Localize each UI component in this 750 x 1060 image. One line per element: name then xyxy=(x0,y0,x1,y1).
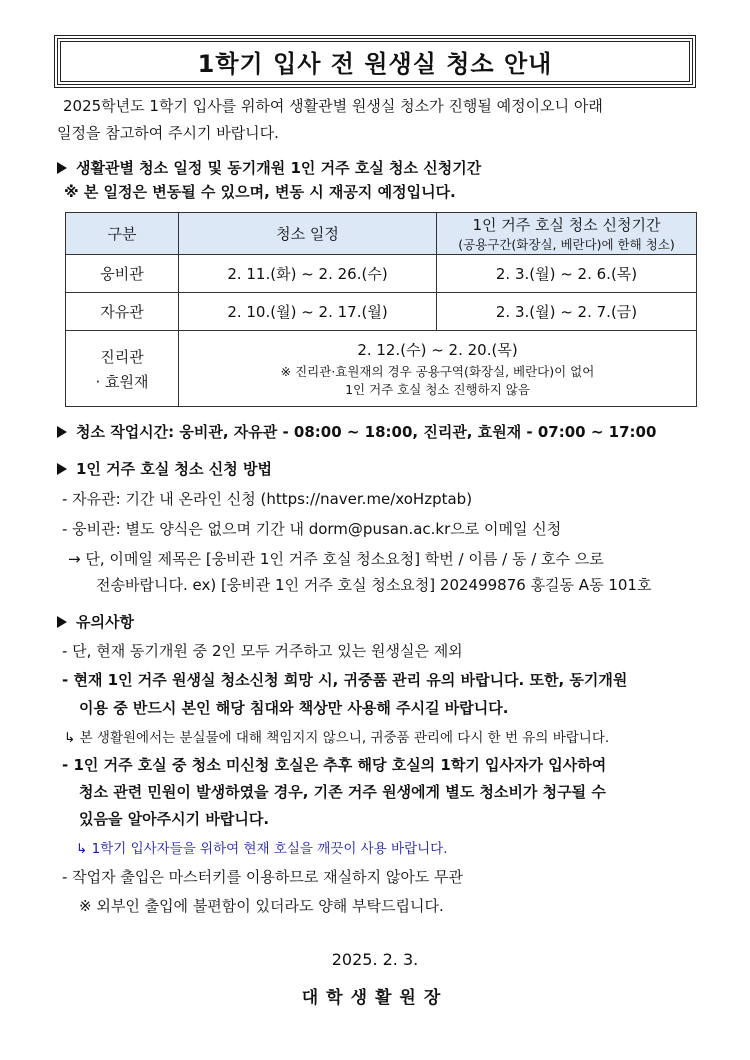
row-name-line-1: 진리관 xyxy=(100,347,144,366)
row-apply: 2. 3.(월) ~ 2. 6.(목) xyxy=(437,255,697,293)
cautions-heading-text: 유의사항 xyxy=(76,613,134,631)
row-name: 웅비관 xyxy=(66,255,179,293)
apply-arrow-line-1: → 단, 이메일 제목은 [웅비관 1인 거주 호실 청소요청] 학번 / 이름 / 동 / 호수 으로 xyxy=(68,550,604,568)
intro-line-2: 일정을 참고하여 주시기 바랍니다. xyxy=(57,124,279,142)
caution-item-4: - 작업자 출입은 마스터키를 이용하므로 재실하지 않아도 무관 xyxy=(62,868,464,886)
apply-method-heading-text: 1인 거주 호실 청소 신청 방법 xyxy=(76,460,272,478)
header-category: 구분 xyxy=(66,213,179,255)
header-apply-line-2: (공용구간(화장실, 베란다)에 한해 청소) xyxy=(458,237,675,252)
caution-item-1: - 단, 현재 동기개원 중 2인 모두 거주하고 있는 원생실은 제외 xyxy=(62,642,463,660)
triangle-bullet-icon xyxy=(57,463,67,475)
apply-method-heading xyxy=(57,458,272,479)
row-name xyxy=(66,331,179,407)
row-name: 자유관 xyxy=(66,293,179,331)
caution-item-2-sub: ↳ 본 생활원에서는 분실물에 대해 책임지지 않으니, 귀중품 관리에 다시 한 번 유의 바랍니다. xyxy=(64,730,610,746)
schedule-heading-text: 생활관별 청소 일정 및 동기개원 1인 거주 호실 청소 신청기간 xyxy=(76,159,482,177)
apply-arrow-line-2: 전송바랍니다. ex) [웅비관 1인 거주 호실 청소요청] 202499876 홍길동 A동 101호 xyxy=(96,576,652,594)
merged-schedule-cell xyxy=(179,331,697,407)
apply-item-2: - 웅비관: 별도 양식은 없으며 기간 내 dorm@pusan.ac.kr으로 이메일 신청 xyxy=(62,520,562,538)
merged-schedule: 2. 12.(수) ~ 2. 20.(목) xyxy=(357,340,518,359)
table-row xyxy=(66,255,697,293)
caution-item-3-line-3: 있음을 알아주시기 바랍니다. xyxy=(79,810,270,828)
caution-item-3-sub: ↳ 1학기 입사자들을 위하여 현재 호실을 깨끗이 사용 바랍니다. xyxy=(76,841,448,857)
intro-line-1: 2025학년도 1학기 입사를 위하여 생활관별 원생실 청소가 진행될 예정이오니 아래 xyxy=(63,97,603,115)
merged-note-line-1: ※ 진리관·효원재의 경우 공용구역(화장실, 베란다)이 없어 xyxy=(280,363,595,379)
apply-item-1: - 자유관: 기간 내 온라인 신청 (https://naver.me/xoHzptab) xyxy=(62,490,473,508)
header-apply-line-1: 1인 거주 호실 청소 신청기간 xyxy=(472,216,661,234)
caution-item-4-sub: ※ 외부인 출입에 불편함이 있더라도 양해 부탁드립니다. xyxy=(79,897,444,915)
notice-date: 2025. 2. 3. xyxy=(331,950,419,969)
triangle-bullet-icon xyxy=(57,162,67,174)
caution-item-3-line-2: 청소 관련 민원이 발생하였을 경우, 기존 거주 원생에게 별도 청소비가 청구될 수 xyxy=(79,783,606,801)
caution-item-2-line-2: 이용 중 반드시 본인 해당 침대와 책상만 사용해 주시길 바랍니다. xyxy=(79,699,509,717)
header-schedule: 청소 일정 xyxy=(179,213,437,255)
table-row xyxy=(66,293,697,331)
merged-note-line-2: 1인 거주 호실 청소 진행하지 않음 xyxy=(345,381,530,397)
title-box xyxy=(57,38,693,85)
row-name-line-2: · 효원재 xyxy=(95,372,149,391)
caution-item-2-line-1: - 현재 1인 거주 원생실 청소신청 희망 시, 귀중품 관리 유의 바랍니다. 또한, 동기개원 xyxy=(62,671,628,689)
row-apply: 2. 3.(월) ~ 2. 7.(금) xyxy=(437,293,697,331)
schedule-table xyxy=(65,212,697,407)
row-schedule: 2. 11.(화) ~ 2. 26.(수) xyxy=(179,255,437,293)
work-hours xyxy=(57,421,656,442)
header-apply-period xyxy=(437,213,697,255)
table-row-merged xyxy=(66,331,697,407)
schedule-heading xyxy=(57,157,481,178)
table-header-row xyxy=(66,213,697,255)
cautions-heading xyxy=(57,611,134,632)
triangle-bullet-icon xyxy=(57,616,67,628)
intro-paragraph xyxy=(57,93,697,147)
organization-name: 대학생활원장 xyxy=(301,988,449,1008)
triangle-bullet-icon xyxy=(57,426,67,438)
caution-item-3-line-1: - 1인 거주 호실 중 청소 미신청 호실은 추후 해당 호실의 1학기 입사자가 입사하여 xyxy=(62,756,607,774)
schedule-note: ※ 본 일정은 변동될 수 있으며, 변동 시 재공지 예정입니다. xyxy=(64,183,456,201)
page-title: 1학기 입사 전 원생실 청소 안내 xyxy=(60,41,690,82)
work-hours-text: 청소 작업시간: 웅비관, 자유관 - 08:00 ~ 18:00, 진리관, 효원재 - 07:00 ~ 17:00 xyxy=(76,423,657,441)
row-schedule: 2. 10.(월) ~ 2. 17.(월) xyxy=(179,293,437,331)
